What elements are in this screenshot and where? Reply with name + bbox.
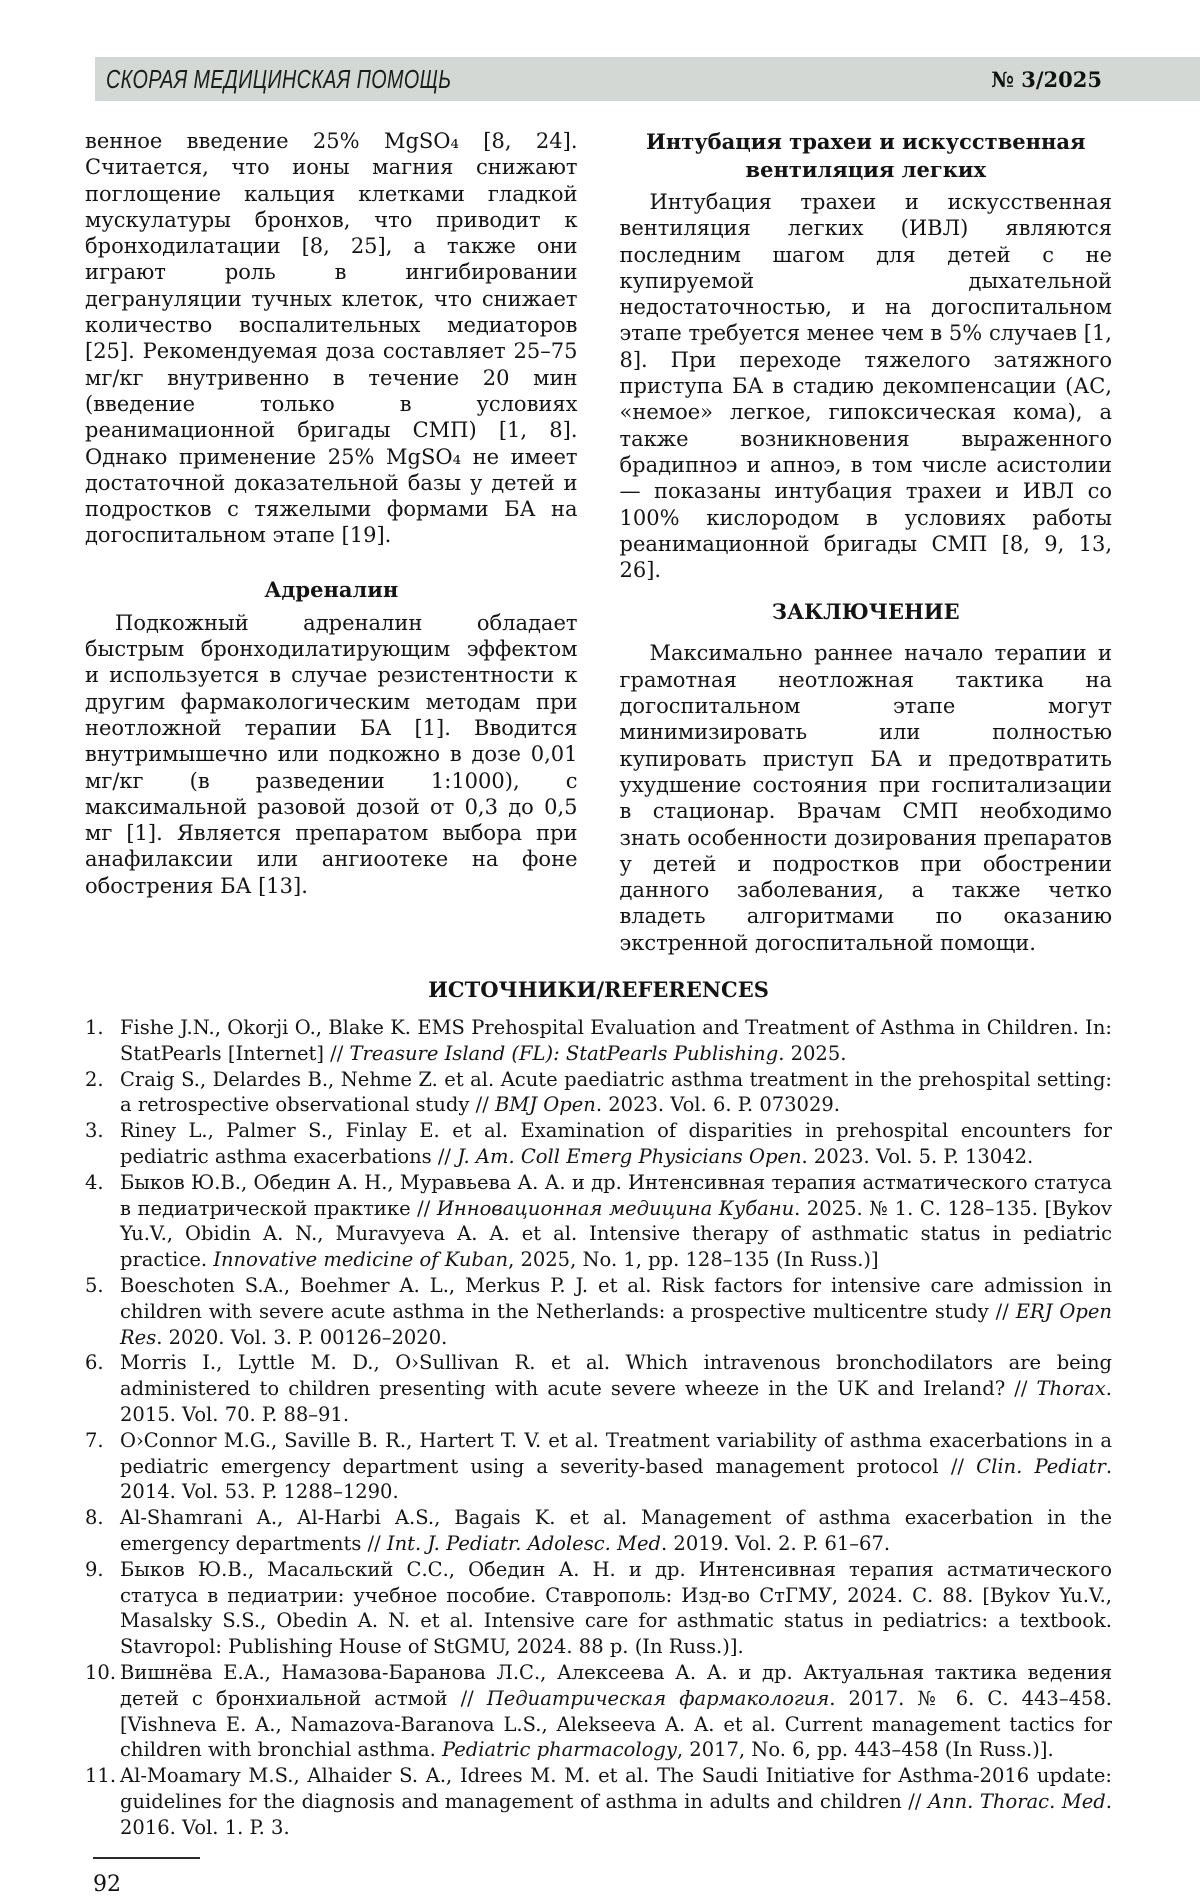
reference-item xyxy=(85,1170,1112,1273)
paragraph-magnesium: венное введение 25% MgSO₄ [8, 24]. Считается, что ионы магния снижают поглощение кальция клетками гладкой мускулатуры бронхов, что приводит к бронходилатации [8, 25], а также они играют роль в ингибировании дегрануляции тучных клеток, что снижает количество воспалительных медиаторов [25]. Рекомендуемая доза составляет 25–75 мг/кг внутривенно в течение 20 мин (введение только в условиях реанимационной бригады СМП) [1, 8]. Однако применение 25% MgSO₄ не имеет достаточной доказательной базы у детей и подростков с тяжелыми формами БА на догоспитальном этапе [19]. xyxy=(85,129,578,548)
reference-number: 11. xyxy=(85,1764,117,1788)
reference-number: 10. xyxy=(85,1660,117,1684)
reference-item xyxy=(85,1557,1112,1660)
reference-text: Al-Moamary M.S., Alhaider S. A., Idrees M. M. et al. The Saudi Initiative for Asthma-2016 update: guidelines for the diagnosis and management of asthma in adults and children // Ann. Thorac. Med. 2016. Vol. 1. P. 3. xyxy=(120,1764,1112,1839)
left-column xyxy=(85,128,578,956)
heading-intubation: Интубация трахеи и искусственная вентиляция легких xyxy=(645,129,1086,182)
reference-text: Быков Ю.В., Обедин А. Н., Муравьева А. А. и др. Интенсивная терапия астматического статуса в педиатрической практике // Инновационная медицина Кубани. 2025. № 1. С. 128–135. [Bykov Yu.V., Obidin A. N., Muravyeva A. A. et al. Intensive therapy of asthmatic status in pediatric practice. Innovative medicine of Kuban, 2025, No. 1, pp. 128–135 (In Russ.)] xyxy=(120,1170,1112,1272)
footer-rule xyxy=(93,1857,200,1859)
reference-item xyxy=(85,1118,1112,1170)
reference-text: Fishe J.N., Okorji O., Blake K. EMS Prehospital Evaluation and Treatment of Asthma in Children. In: StatPearls [Internet] // Treasure Island (FL): StatPearls Publishing. 2025. xyxy=(120,1016,1112,1065)
reference-number: 2. xyxy=(85,1067,104,1091)
journal-title: СКОРАЯ МЕДИЦИНСКАЯ ПОМОЩЬ xyxy=(106,63,452,94)
reference-item xyxy=(85,1505,1112,1557)
reference-item xyxy=(85,1350,1112,1427)
reference-item xyxy=(85,1015,1112,1067)
paragraph-intubation: Интубация трахеи и искусственная вентиляция легких (ИВЛ) являются последним шагом для детей с не купируемой дыхательной недостаточностью, и на догоспитальном этапе требуется менее чем в 5% случаев [1, 8]. При переходе тяжелого затяжного приступа БА в стадию декомпенсации (АС, «немое» легкое, гипоксическая кома), а также возникновения выраженного брадипноэ и апноэ, в том числе асистолии — показаны интубация трахеи и ИВЛ со 100% кислородом в условиях работы реанимационной бригады СМП [8, 9, 13, 26]. xyxy=(619,190,1112,583)
reference-text: Riney L., Palmer S., Finlay E. et al. Examination of disparities in prehospital encounters for pediatric asthma exacerbations // J. Am. Coll Emerg Physicians Open. 2023. Vol. 5. P. 13042. xyxy=(120,1119,1112,1168)
page-footer xyxy=(93,1857,1200,1897)
issue-number: № 3/2025 xyxy=(991,66,1102,92)
reference-item xyxy=(85,1428,1112,1505)
reference-text: Быков Ю.В., Масальский С.С., Обедин А. Н. и др. Интенсивная терапия астматического статуса в педиатрии: учебное пособие. Ставрополь: Изд-во СтГМУ, 2024. С. 88. [Bykov Yu.V., Masalsky S.S., Obedin A. N. et al. Intensive care for asthmatic status in pediatrics: a textbook. Stavropol: Publishing House of StGMU, 2024. 88 p. (In Russ.)]. xyxy=(120,1557,1112,1659)
reference-item xyxy=(85,1763,1112,1840)
heading-adrenaline: Адреналин xyxy=(264,576,399,602)
reference-text: Morris I., Lyttle M. D., O›Sullivan R. et al. Which intravenous bronchodilators are being administered to children presenting with acute severe wheeze in the UK and Ireland? // Thorax. 2015. Vol. 70. P. 88–91. xyxy=(120,1351,1112,1426)
reference-text: Craig S., Delardes B., Nehme Z. et al. Acute paediatric asthma treatment in the prehospital setting: a retrospective observational study // BMJ Open. 2023. Vol. 6. P. 073029. xyxy=(120,1067,1112,1117)
reference-number: 5. xyxy=(85,1273,104,1297)
article-content xyxy=(85,128,1112,1841)
paragraph-conclusion: Максимально раннее начало терапии и грамотная неотложная тактика на догоспитальном этапе могут минимизировать или полностью купировать приступ БА и предотвратить ухудшение состояния при госпитализации в стационар. Врачам СМП необходимо знать особенности дозирования препаратов у детей и подростков при обострении данного заболевания, а также четко владеть алгоритмами по оказанию экстренной догоспитальной помощи. xyxy=(619,641,1112,955)
reference-item xyxy=(85,1660,1112,1763)
two-column-layout xyxy=(85,128,1112,956)
reference-number: 6. xyxy=(85,1351,104,1375)
reference-text: Boeschoten S.A., Boehmer A. L., Merkus P. J. et al. Risk factors for intensive care admission in children with severe acute asthma in the Netherlands: a prospective multicentre study // ERJ Open Res. 2020. Vol. 3. P. 00126–2020. xyxy=(120,1273,1112,1349)
reference-number: 8. xyxy=(85,1506,104,1530)
reference-text: Al-Shamrani A., Al-Harbi A.S., Bagais K. et al. Management of asthma exacerbation in the emergency departments // Int. J. Pediatr. Adolesc. Med. 2019. Vol. 2. P. 61–67. xyxy=(120,1506,1112,1555)
reference-number: 7. xyxy=(85,1428,104,1452)
page-number: 92 xyxy=(93,1871,121,1897)
reference-number: 9. xyxy=(85,1557,104,1581)
reference-number: 4. xyxy=(85,1170,104,1194)
reference-number: 1. xyxy=(85,1016,104,1040)
reference-text: Вишнёва Е.А., Намазова-Баранова Л.С., Алексеева А. А. и др. Актуальная тактика ведения детей с бронхиальной астмой // Педиатрическая фармакология. 2017. № 6. С. 443–458. [Vishneva E. A., Namazova-Baranova L.S., Alekseeva A. A. et al. Current management tactics for children with bronchial asthma. Pediatric pharmacology, 2017, No. 6, pp. 443–458 (In Russ.)]. xyxy=(120,1660,1112,1762)
right-column xyxy=(620,128,1113,956)
journal-header-bar xyxy=(95,57,1200,101)
references-list xyxy=(85,1015,1112,1841)
reference-item xyxy=(85,1067,1112,1119)
paragraph-adrenaline: Подкожный адреналин обладает быстрым бронходилатирующим эффектом и используется в случае резистентности к другим фармакологическим методам при неотложной терапии БА [1]. Вводится внутримышечно или подкожно в дозе 0,01 мг/кг (в разведении 1:1000), с максимальной разовой дозой от 0,3 до 0,5 мг [1]. Является препаратом выбора при анафилаксии или ангиоотеке на фоне обострения БА [13]. xyxy=(85,610,578,898)
references-heading: ИСТОЧНИКИ/REFERENCES xyxy=(428,977,769,1003)
reference-number: 3. xyxy=(85,1119,104,1143)
heading-conclusion: ЗАКЛЮЧЕНИЕ xyxy=(771,599,960,625)
reference-item xyxy=(85,1273,1112,1350)
reference-text: O›Connor M.G., Saville B. R., Hartert T. V. et al. Treatment variability of asthma exacerbations in a pediatric emergency department using a severity-based management protocol // Clin. Pediatr. 2014. Vol. 53. P. 1288–1290. xyxy=(120,1428,1113,1504)
